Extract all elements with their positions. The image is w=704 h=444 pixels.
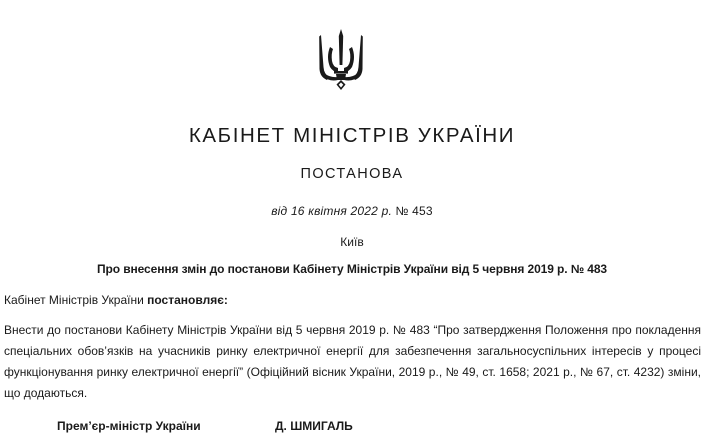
preamble-verb: постановляє: [147,293,228,307]
date-prefix: від [271,204,288,218]
trident-coat-of-arms-icon [316,27,366,91]
preamble [4,293,228,307]
decree-body: Внести до постанови Кабінету Міністрів України від 5 червня 2019 р. № 483 “Про затвердження Положення про покладення спеціальних обов’язків на учасників ринку електричної енергії для забезпечення загальносуспільних інтересів у процесі функціонування ринку електричної енергії” (Офіційний вісник України, 2019 р., № 49, ст. 1658; 2021 р., № 67, ст. 4232) зміни, що додаються. [4,323,701,400]
date-value: 16 квітня 2022 р. [290,204,392,218]
document-number: № 453 [395,204,433,218]
city: Київ [340,235,364,249]
document-date-line [0,204,704,218]
preamble-text: Кабінет Міністрів України [4,293,148,307]
signatory-name: Д. ШМИГАЛЬ [275,419,353,433]
decree-subject: Про внесення змін до постанови Кабінету Міністрів України від 5 червня 2019 р. № 483 [97,262,607,276]
document-type: ПОСТАНОВА [300,166,404,182]
issuing-body-title: КАБІНЕТ МІНІСТРІВ УКРАЇНИ [188,124,516,147]
signatory-position: Прем’єр-міністр України [57,419,201,433]
